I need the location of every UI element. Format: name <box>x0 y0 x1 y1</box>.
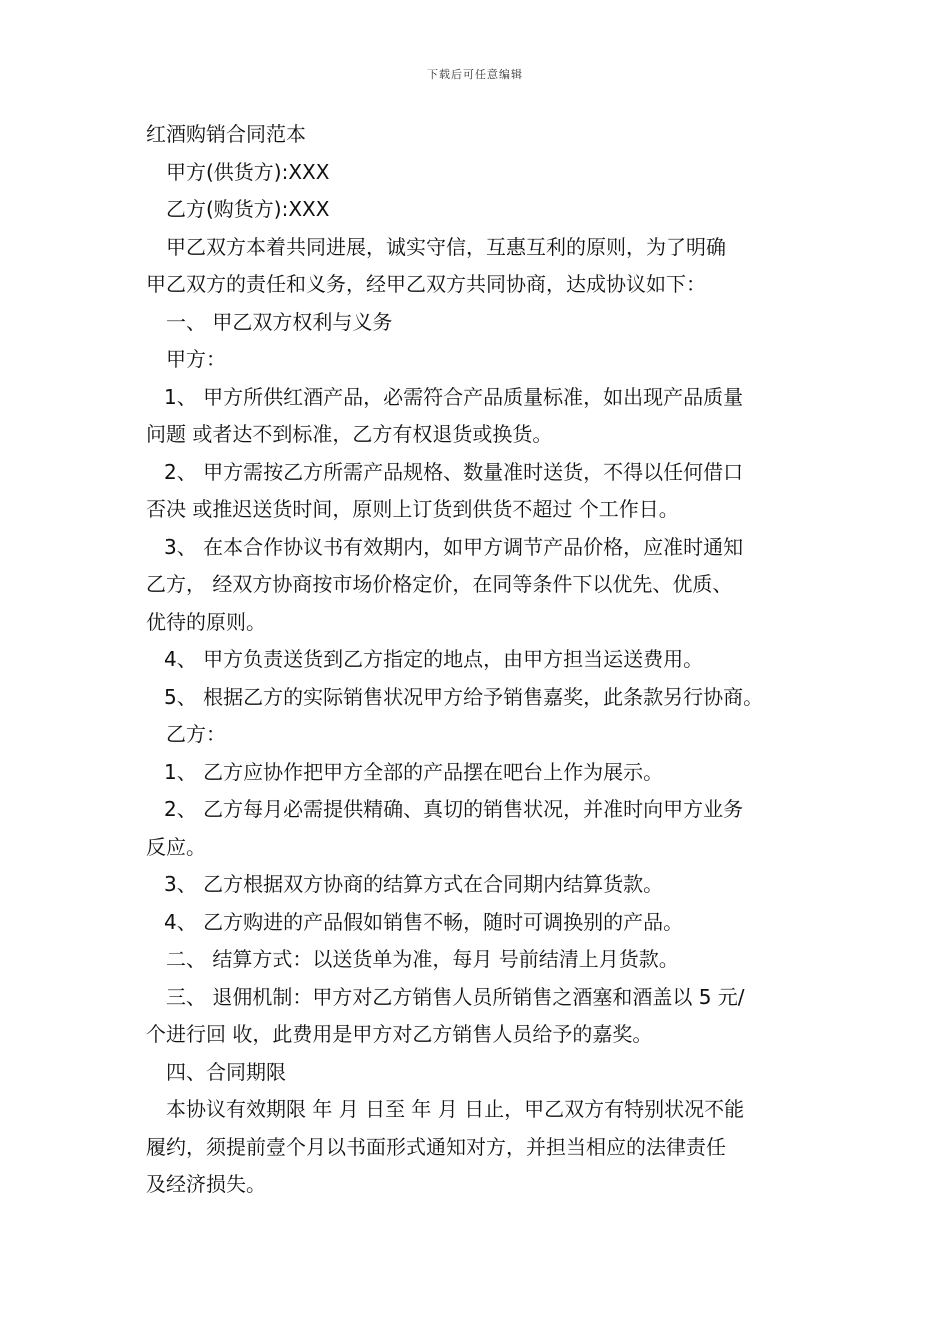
a-item1-line-1: 1、 甲方所供红酒产品，必需符合产品质量标准，如出现产品质量 <box>164 384 744 409</box>
a-item3-line-1: 3、 在本合作协议书有效期内，如甲方调节产品价格，应准时通知 <box>164 534 744 559</box>
section2: 二、 结算方式：以送货单为准，每月 号前结清上月货款。 <box>166 947 679 971</box>
a-item1-line-2: 问题 或者达不到标准，乙方有权退货或换货。 <box>146 422 553 446</box>
a-item2-line-1: 2、 甲方需按乙方所需产品规格、数量准时送货，不得以任何借口 <box>164 459 744 484</box>
contract-document <box>146 116 826 1204</box>
section4-line-3: 及经济损失。 <box>146 1172 266 1196</box>
download-note: 下载后可任意编辑 <box>427 68 523 81</box>
a-item5: 5、 根据乙方的实际销售状况甲方给予销售嘉奖，此条款另行协商。 <box>164 684 764 709</box>
b-item3: 3、 乙方根据双方协商的结算方式在合同期内结算货款。 <box>164 872 664 896</box>
section1-heading: 一、 甲乙双方权利与义务 <box>166 309 393 334</box>
b-item4: 4、 乙方购进的产品假如销售不畅，随时可调换别的产品。 <box>164 909 684 934</box>
b-item2-line-2: 反应。 <box>146 834 206 859</box>
section4-line-2: 履约，须提前壹个月以书面形式通知对方，并担当相应的法律责任 <box>146 1134 726 1159</box>
party-a-line: 甲方(供货方):XXX <box>166 159 330 184</box>
b-item2-line-1: 2、 乙方每月必需提供精确、真切的销售状况，并准时向甲方业务 <box>164 797 744 821</box>
a-item3-line-2: 乙方， 经双方协商按市场价格定价，在同等条件下以优先、优质、 <box>146 572 733 596</box>
intro-line-2: 甲乙双方的责任和义务，经甲乙双方共同协商，达成协议如下： <box>146 272 706 296</box>
document-title: 红酒购销合同范本 <box>146 122 306 146</box>
a-item2-line-2: 否决 或推迟送货时间，原则上订货到供货不超过 个工作日。 <box>146 497 679 521</box>
intro-line-1: 甲乙双方本着共同进展，诚实守信，互惠互利的原则，为了明确 <box>166 234 726 259</box>
a-item4: 4、 甲方负责送货到乙方指定的地点，由甲方担当运送费用。 <box>164 647 704 671</box>
section3-line-2: 个进行回 收，此费用是甲方对乙方销售人员给予的嘉奖。 <box>146 1022 653 1046</box>
section3-line-1: 三、 退佣机制：甲方对乙方销售人员所销售之酒塞和酒盖以 5 元/ <box>166 984 745 1009</box>
section4-heading: 四、合同期限 <box>166 1059 286 1084</box>
party-b-label: 乙方： <box>166 722 226 746</box>
party-b-line: 乙方(购货方):XXX <box>166 197 330 221</box>
b-item1: 1、 乙方应协作把甲方全部的产品摆在吧台上作为展示。 <box>164 759 664 784</box>
a-item3-line-3: 优待的原则。 <box>146 609 266 634</box>
party-a-label: 甲方： <box>166 347 226 371</box>
section4-line-1: 本协议有效期限 年 月 日至 年 月 日止，甲乙双方有特别状况不能 <box>166 1097 745 1121</box>
